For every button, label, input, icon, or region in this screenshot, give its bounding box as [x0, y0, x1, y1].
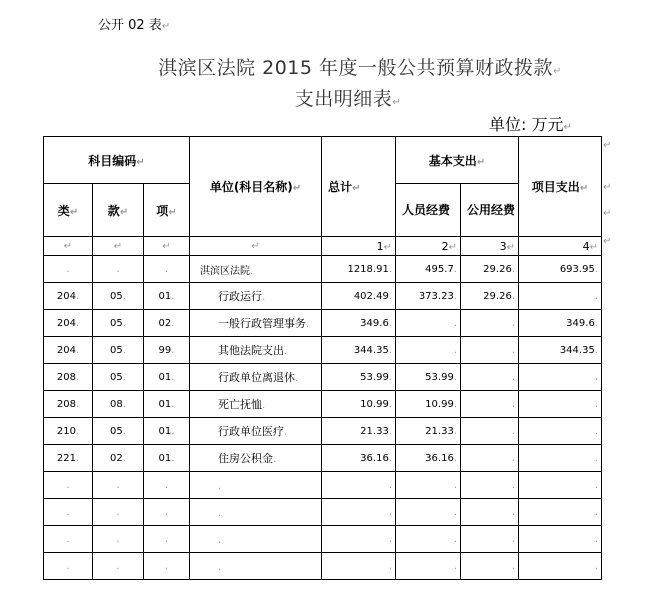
cell-public: .: [461, 472, 519, 499]
header-class: 类↵: [44, 184, 93, 237]
cell-project: 349.6.: [519, 310, 602, 337]
cell-class: .: [44, 472, 93, 499]
cell-name: .: [190, 472, 322, 499]
cell-section: .: [93, 553, 144, 580]
cell-section: .: [93, 472, 144, 499]
cell-project: 693.95.: [519, 256, 602, 283]
cell-project: .: [519, 499, 602, 526]
unit-label: 单位: 万元↵: [489, 115, 572, 134]
table-row: [44, 310, 602, 337]
cell-class: 204.: [44, 283, 93, 310]
table-row: [44, 445, 602, 472]
cell-personnel: 10.99.: [396, 391, 461, 418]
table-row: [44, 472, 602, 499]
cell-total: 53.99.: [322, 364, 396, 391]
cell-project: .: [519, 553, 602, 580]
table-row: [44, 526, 602, 553]
cell-class: .: [44, 526, 93, 553]
cell-name: 行政单位医疗.: [190, 418, 322, 445]
cell-class: 204.: [44, 337, 93, 364]
cell-name: .: [190, 553, 322, 580]
cell-public: .: [461, 337, 519, 364]
cell-total: .: [322, 499, 396, 526]
cell-public: .: [461, 418, 519, 445]
col-marker: ↵: [93, 237, 144, 256]
header-project: 项目支出↵: [519, 137, 602, 237]
cell-total: 10.99.: [322, 391, 396, 418]
cell-class: .: [44, 553, 93, 580]
cell-section: 08.: [93, 391, 144, 418]
cell-total: 36.16.: [322, 445, 396, 472]
cell-item: .: [144, 499, 190, 526]
cell-item: .: [144, 553, 190, 580]
cell-section: 05.: [93, 283, 144, 310]
cell-item: 01.: [144, 391, 190, 418]
cell-personnel: 53.99.: [396, 364, 461, 391]
table-row: [44, 391, 602, 418]
cell-project: .: [519, 364, 602, 391]
col-number: 4↵: [519, 237, 602, 256]
cell-section: .: [93, 526, 144, 553]
cell-project: .: [519, 283, 602, 310]
cell-personnel: 21.33.: [396, 418, 461, 445]
col-marker: ↵: [144, 237, 190, 256]
cell-total: .: [322, 472, 396, 499]
cell-total: 1218.91.: [322, 256, 396, 283]
cell-total: 21.33.: [322, 418, 396, 445]
cell-item: 01.: [144, 445, 190, 472]
header-subject-code: 科目编码↵: [44, 137, 190, 184]
table-row: [44, 499, 602, 526]
cell-class: .: [44, 499, 93, 526]
cell-public: 29.26.: [461, 256, 519, 283]
table-row: [44, 337, 602, 364]
report-title-line1: 淇滨区法院 2015 年度一般公共预算财政拨款↵: [158, 57, 562, 79]
cell-personnel: 36.16.: [396, 445, 461, 472]
cell-total: 344.35.: [322, 337, 396, 364]
cell-project: .: [519, 418, 602, 445]
cell-project: .: [519, 472, 602, 499]
cell-name: .: [190, 526, 322, 553]
header-unit-name: 单位(科目名称)↵: [190, 137, 322, 237]
cell-project: .: [519, 445, 602, 472]
table-row: [44, 553, 602, 580]
cell-personnel: .: [396, 337, 461, 364]
cell-name: 行政单位离退休.: [190, 364, 322, 391]
col-marker: ↵: [44, 237, 93, 256]
cell-item: 01.: [144, 364, 190, 391]
cell-item: .: [144, 256, 190, 283]
cell-name: 一般行政管理事务.: [190, 310, 322, 337]
cell-item: 01.: [144, 418, 190, 445]
cell-name: 死亡抚恤.: [190, 391, 322, 418]
header-public: 公用经费: [461, 184, 519, 237]
cell-total: .: [322, 553, 396, 580]
cell-name: 其他法院支出.: [190, 337, 322, 364]
table-row: [44, 418, 602, 445]
cell-class: 208.: [44, 364, 93, 391]
cell-personnel: .: [396, 526, 461, 553]
cell-total: .: [322, 526, 396, 553]
cell-public: .: [461, 310, 519, 337]
document-label: 公开 02 表↵: [98, 18, 171, 33]
cell-class: .: [44, 256, 93, 283]
report-title-line2: 支出明细表↵: [294, 88, 402, 110]
col-marker: ↵: [190, 237, 322, 256]
cell-name: 住房公积金.: [190, 445, 322, 472]
cell-personnel: 495.7.: [396, 256, 461, 283]
cell-name: 淇滨区法院.: [190, 256, 322, 283]
cell-personnel: .: [396, 310, 461, 337]
cell-public: .: [461, 499, 519, 526]
cell-total: 349.6.: [322, 310, 396, 337]
table-row: [44, 364, 602, 391]
cell-item: 02.: [144, 310, 190, 337]
cell-personnel: .: [396, 499, 461, 526]
cell-item: 99.: [144, 337, 190, 364]
col-number: 2↵: [396, 237, 461, 256]
cell-public: .: [461, 526, 519, 553]
cell-public: .: [461, 445, 519, 472]
cell-section: 05.: [93, 364, 144, 391]
cell-public: .: [461, 553, 519, 580]
cell-section: 05.: [93, 337, 144, 364]
cell-section: .: [93, 499, 144, 526]
cell-name: .: [190, 499, 322, 526]
header-total: 总计↵: [322, 137, 396, 237]
col-number: 1↵: [322, 237, 396, 256]
cell-name: 行政运行.: [190, 283, 322, 310]
cell-personnel: .: [396, 472, 461, 499]
cell-item: 01.: [144, 283, 190, 310]
cell-class: 208.: [44, 391, 93, 418]
cell-total: 402.49.: [322, 283, 396, 310]
cell-section: 05.: [93, 310, 144, 337]
cell-class: 204.: [44, 310, 93, 337]
cell-item: .: [144, 472, 190, 499]
header-personnel: 人员经费: [396, 184, 461, 237]
cell-class: 221.: [44, 445, 93, 472]
cell-personnel: 373.23.: [396, 283, 461, 310]
cell-public: .: [461, 364, 519, 391]
cell-public: 29.26.: [461, 283, 519, 310]
table-row: [44, 283, 602, 310]
cell-personnel: .: [396, 553, 461, 580]
col-number: 3↵: [461, 237, 519, 256]
cell-class: 210.: [44, 418, 93, 445]
cell-project: 344.35.: [519, 337, 602, 364]
cell-project: .: [519, 526, 602, 553]
header-section: 款↵: [93, 184, 144, 237]
expenditure-table: [43, 136, 602, 580]
cell-item: .: [144, 526, 190, 553]
cell-public: .: [461, 391, 519, 418]
cell-project: .: [519, 391, 602, 418]
header-item: 项↵: [144, 184, 190, 237]
table-row: [44, 256, 602, 283]
cell-section: 05.: [93, 418, 144, 445]
cell-section: 02.: [93, 445, 144, 472]
cell-section: .: [93, 256, 144, 283]
header-basic: 基本支出↵: [396, 137, 519, 184]
